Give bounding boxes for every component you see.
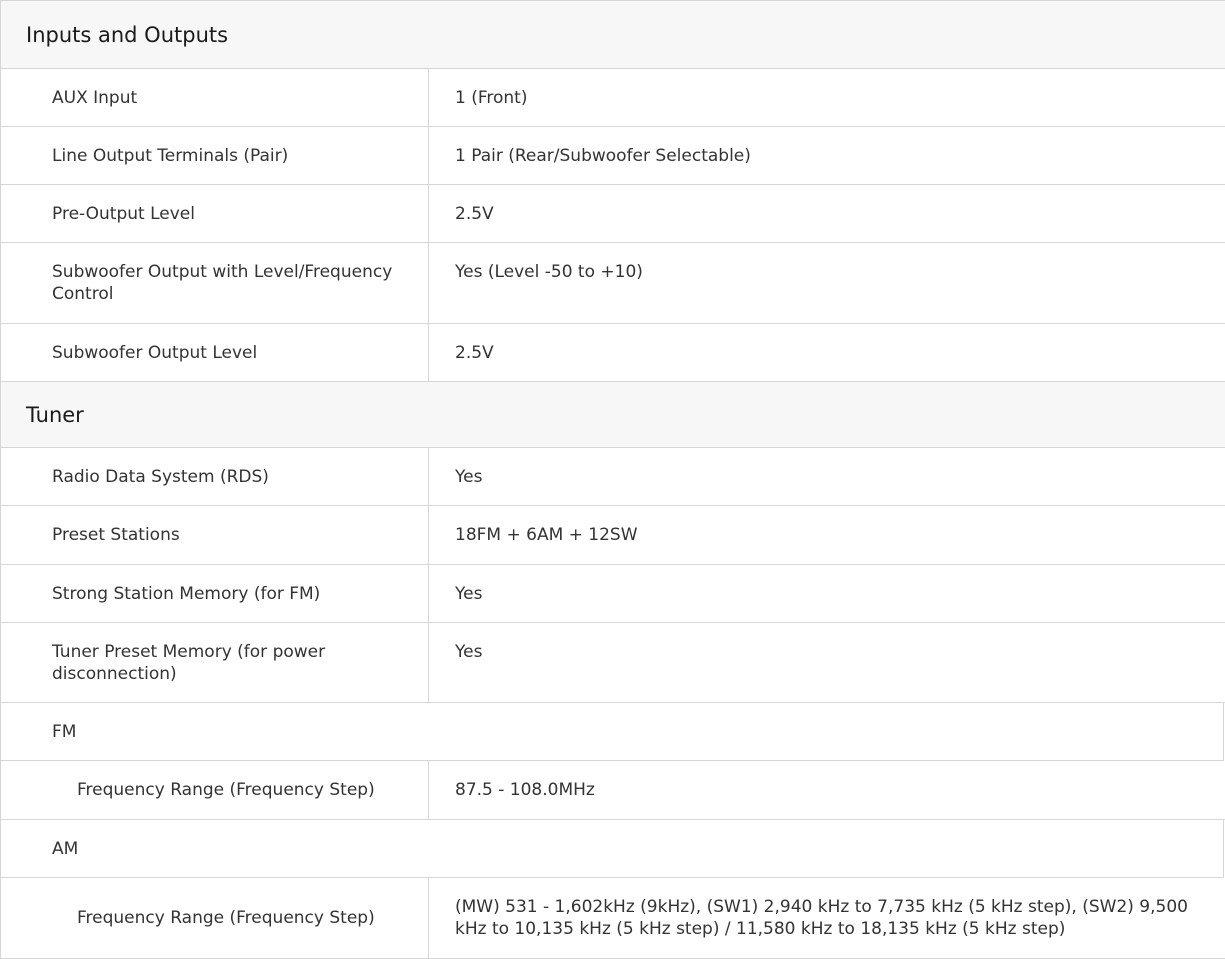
spec-label: Tuner Preset Memory (for power disconnection) xyxy=(1,623,429,702)
spec-value: 18FM + 6AM + 12SW xyxy=(455,525,638,545)
spec-row xyxy=(0,878,1225,959)
spec-label: Subwoofer Output Level xyxy=(1,324,429,381)
subsection-header-am xyxy=(0,820,1224,878)
subsection-title: FM xyxy=(52,721,77,742)
spec-row xyxy=(0,127,1225,185)
spec-value: Yes (Level -50 to +10) xyxy=(455,262,643,282)
spec-label: Frequency Range (Frequency Step) xyxy=(1,761,429,819)
subsection-header-fm xyxy=(0,703,1224,761)
spec-value: 2.5V xyxy=(455,342,494,363)
spec-label: Preset Stations xyxy=(1,506,429,564)
spec-label: AUX Input xyxy=(1,69,429,126)
section-title: Tuner xyxy=(26,402,84,427)
spec-label: Frequency Range (Frequency Step) xyxy=(1,878,429,958)
spec-value: 1 (Front) xyxy=(455,87,528,108)
spec-row xyxy=(0,623,1225,703)
spec-row xyxy=(0,761,1225,820)
spec-label: Pre-Output Level xyxy=(1,185,429,242)
spec-value: (MW) 531 - 1,602kHz (9kHz), (SW1) 2,940 kHz to 7,735 kHz (5 kHz step), (SW2) 9,500 kHz to 10,135 kHz (5 kHz step) / 11,580 kHz to 18,135 kHz (5 kHz step) xyxy=(455,897,1188,939)
spec-row xyxy=(0,324,1225,382)
spec-row xyxy=(0,243,1225,324)
spec-value: 2.5V xyxy=(455,203,494,224)
spec-row xyxy=(0,565,1225,623)
column-divider-stub xyxy=(428,0,429,1)
spec-value: Yes xyxy=(455,642,483,662)
spec-value: 1 Pair (Rear/Subwoofer Selectable) xyxy=(455,145,751,166)
spec-label: Radio Data System (RDS) xyxy=(1,448,429,505)
spec-value: Yes xyxy=(455,583,483,604)
spec-row xyxy=(0,69,1225,127)
section-title: Inputs and Outputs xyxy=(26,22,229,47)
section-header-tuner xyxy=(0,382,1225,448)
spec-label: Line Output Terminals (Pair) xyxy=(1,127,429,184)
subsection-title: AM xyxy=(52,838,79,859)
spec-label: Strong Station Memory (for FM) xyxy=(1,565,429,622)
spec-value: 87.5 - 108.0MHz xyxy=(455,780,595,800)
spec-value: Yes xyxy=(455,466,483,487)
spec-row xyxy=(0,185,1225,243)
spec-row xyxy=(0,506,1225,565)
section-header-inputs-outputs xyxy=(0,0,1225,69)
spec-row xyxy=(0,448,1225,506)
spec-label: Subwoofer Output with Level/Frequency Control xyxy=(1,243,429,323)
